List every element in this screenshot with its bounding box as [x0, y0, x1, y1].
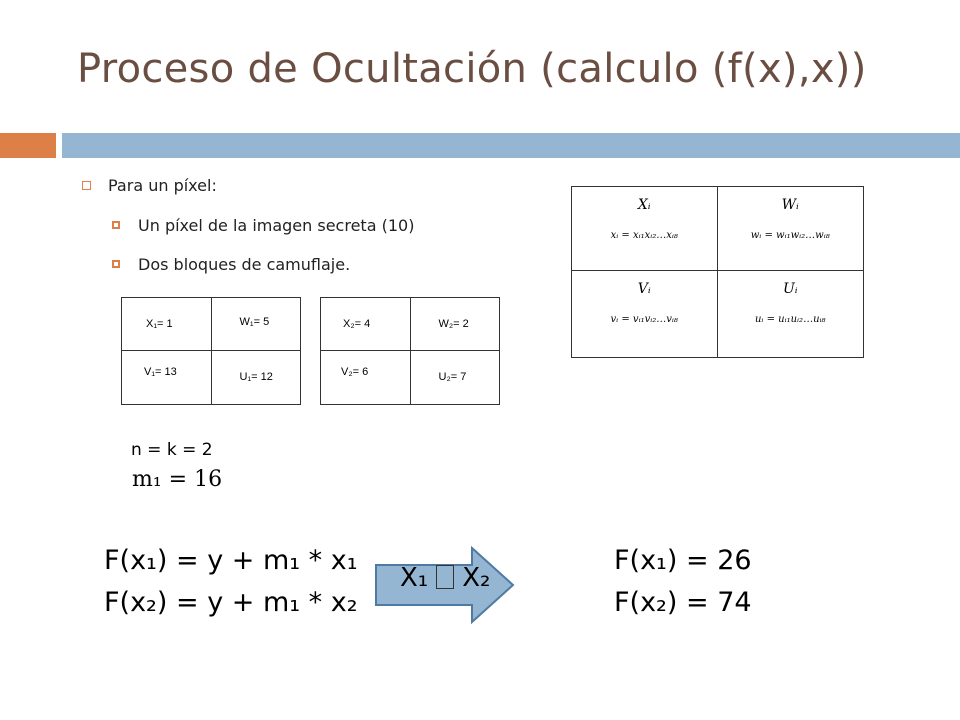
block2-u: U₂= 7 — [438, 371, 467, 383]
block1-cell-u — [212, 351, 301, 404]
title-accent-bar-blue — [62, 133, 960, 158]
filled-square-bullet-icon — [112, 221, 120, 229]
equation-fx1: F(x₁) = y + m₁ * x₁ — [104, 545, 358, 576]
title-accent-bar-orange — [0, 133, 56, 158]
ref-cell-v — [572, 271, 717, 357]
ref-w-def: wᵢ = wᵢ₁wᵢ₂…wᵢ₈ — [750, 230, 830, 241]
ref-v-def: vᵢ = vᵢ₁vᵢ₂…vᵢ₈ — [610, 314, 678, 325]
slide-title: Proceso de Ocultación (calculo (f(x),x)) — [77, 46, 867, 92]
bullet-text: Para un píxel: — [108, 176, 217, 195]
arrow-label-right: X₂ — [462, 563, 491, 593]
ref-cell-x — [572, 187, 717, 270]
block1-cell-x — [122, 298, 211, 350]
block1-v: V₁= 13 — [144, 366, 177, 378]
block2-v: V₂= 6 — [341, 366, 369, 378]
camouflage-block-2 — [320, 297, 500, 405]
ref-cell-w — [718, 187, 864, 270]
ref-u-def: uᵢ = uᵢ₁uᵢ₂…uᵢ₈ — [754, 314, 826, 325]
block1-cell-v — [122, 351, 211, 404]
block1-x: X₁= 1 — [146, 318, 173, 330]
ref-v-var: Vᵢ — [637, 281, 651, 297]
param-n-k: n = k = 2 — [131, 440, 213, 460]
arrow-label — [400, 563, 490, 593]
ref-w-var: Wᵢ — [781, 197, 799, 213]
hollow-square-bullet-icon — [82, 181, 91, 190]
pixel-definition-table — [571, 186, 864, 358]
block2-w: W₂= 2 — [438, 318, 469, 330]
bullet-text: Dos bloques de camuflaje. — [138, 255, 351, 274]
result-fx1: F(x₁) = 26 — [614, 545, 752, 576]
block2-cell-x — [321, 298, 410, 350]
missing-glyph-box-icon — [436, 565, 454, 589]
result-fx2: F(x₂) = 74 — [614, 587, 752, 618]
block2-cell-v — [321, 351, 410, 404]
equation-fx2: F(x₂) = y + m₁ * x₂ — [104, 587, 358, 618]
block2-x: X₂= 4 — [343, 318, 371, 330]
camouflage-block-1 — [121, 297, 301, 405]
block2-cell-u — [411, 351, 500, 404]
block2-cell-w — [411, 298, 500, 350]
ref-u-var: Uᵢ — [782, 281, 798, 297]
bullet-text: Un píxel de la imagen secreta (10) — [138, 216, 415, 235]
ref-cell-u — [718, 271, 864, 357]
arrow-label-left: X₁ — [400, 563, 429, 593]
filled-square-bullet-icon — [112, 260, 120, 268]
block1-cell-w — [212, 298, 301, 350]
ref-x-def: xᵢ = xᵢ₁xᵢ₂…xᵢ₈ — [610, 230, 678, 241]
param-m1: m₁ = 16 — [132, 467, 223, 492]
block1-w: W₁= 5 — [239, 316, 270, 328]
block1-u: U₁= 12 — [239, 371, 273, 383]
ref-x-var: Xᵢ — [637, 197, 651, 213]
